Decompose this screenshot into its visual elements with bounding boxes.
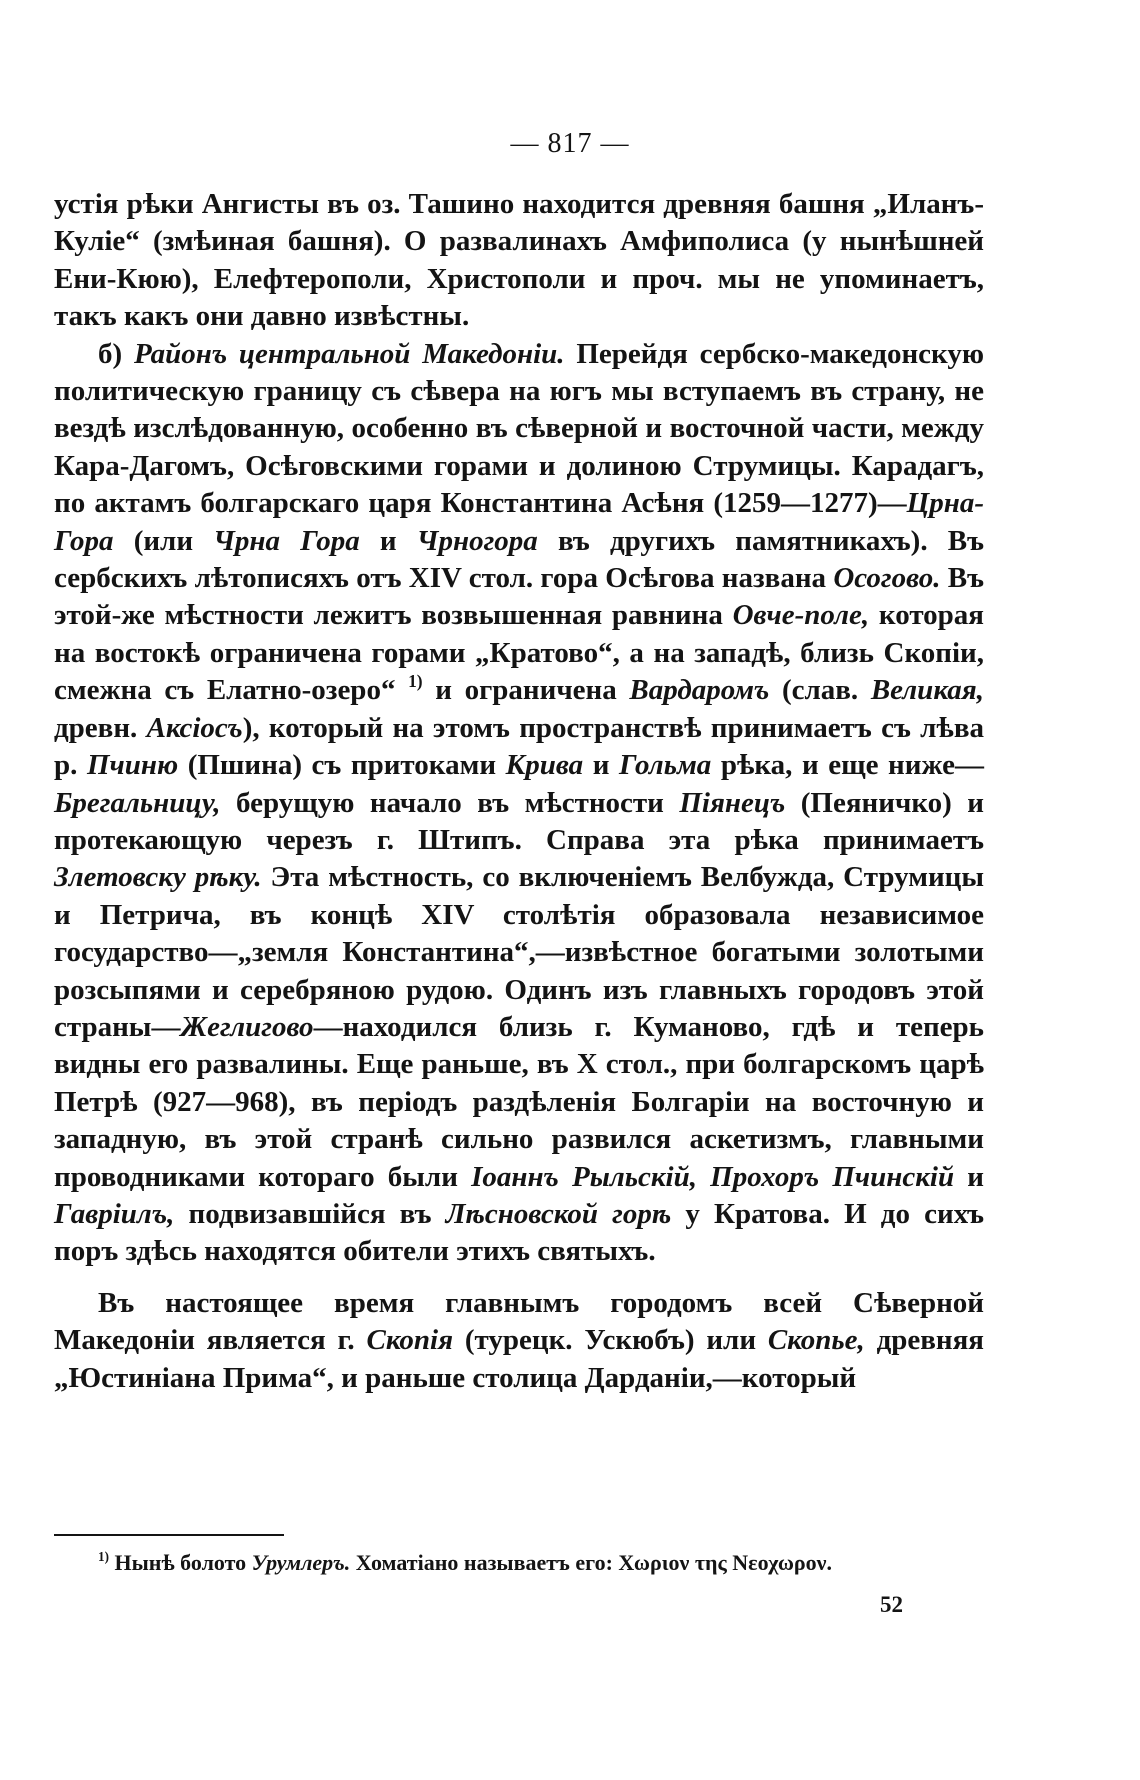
italic-term: Чрногора: [416, 524, 538, 557]
paragraph-1: [54, 186, 984, 336]
italic-term: Аксіосъ: [146, 711, 243, 744]
italic-term: Гольма: [619, 749, 712, 782]
text-run: Въ настоящее время главнымъ городомъ всей Сѣверной Македоніи является г.: [54, 1286, 984, 1357]
footnote-ref: 1): [408, 671, 423, 692]
italic-term: Великая,: [870, 674, 984, 707]
italic-term: Жеглигово: [180, 1010, 314, 1043]
page-header: — 817 —: [510, 128, 630, 159]
italic-term: Брегальницу,: [54, 786, 221, 819]
footnote-marker: 1): [98, 1548, 109, 1564]
text-run: у Кратова. И до сихъ поръ здѣсь находятся обители этихъ святыхъ.: [54, 1197, 984, 1268]
italic-term: Гавріилъ,: [54, 1197, 175, 1230]
text-run: Перейдя сербско-македонскую политическую границу съ сѣвера на югъ мы вступаемъ въ страну, не вездѣ изслѣдованную, особенно въ сѣверной и восточной части, между Кара-Дагомъ, Осѣговскими горами и долиною Струмицы. Карадагъ, по актамъ болгарскаго царя Константина Асѣня (1259—1277)—: [54, 337, 984, 520]
text-run: Эта мѣстность, со включеніемъ Велбужда, Струмицы и Петрича, въ концѣ XIV столѣтія образовала независимое государство—„земля Константина“,—извѣстное богатыми золотыми розсыпями и серебряною рудою. Одинъ изъ главныхъ городовъ этой страны—: [54, 861, 985, 1043]
italic-term: Іоаннъ Рыльскій,: [471, 1160, 697, 1193]
text-run: (или: [113, 524, 214, 557]
italic-term: Прохоръ Пчинскій: [710, 1160, 955, 1193]
italic-term: Осогово.: [833, 562, 941, 595]
italic-term: Районъ центральной Македоніи.: [133, 337, 565, 370]
text-run: и: [359, 524, 417, 557]
paragraph-2: [54, 336, 984, 1271]
italic-term: Скопье,: [767, 1324, 865, 1357]
text-run: въ другихъ памятникахъ). Въ сербскихъ лѣтописяхъ отъ XIV стол. гора Осѣгова названа: [54, 524, 984, 595]
text-run: подвизавшійся въ: [174, 1197, 446, 1230]
italic-term: Овче-поле,: [732, 599, 870, 632]
footnote-divider: [54, 1534, 284, 1536]
text-run: и: [954, 1160, 984, 1193]
main-text: [54, 186, 984, 1397]
text-run: б): [98, 337, 134, 370]
italic-term: Скопія: [366, 1324, 454, 1357]
text-run: —находился близь г. Куманово, гдѣ и теперь видны его развалины. Еще раньше, въ X стол., при болгарскомъ царѣ Петрѣ (927—968), въ періодъ раздѣленія Болгаріи на восточную и западную, въ этой странѣ сильно развился аскетизмъ, главными проводниками котораго были: [54, 1010, 984, 1193]
italic-term: Злетовску рѣку.: [54, 861, 262, 894]
text-run: древн.: [54, 711, 147, 744]
signature-mark: 52: [880, 1592, 903, 1617]
text-run: рѣка, и еще ниже—: [711, 749, 984, 782]
text-run: которая на востокѣ ограничена горами „Кратово“, а на западѣ, близь Скопіи, смежна съ Елатно-озеро“: [54, 599, 984, 707]
text-run: устія рѣки Ангисты въ оз. Ташино находится древняя башня „Иланъ-Куліе“ (змѣиная башня). О развалинахъ Амфиполиса (у нынѣшней Ени-Кюю), Елефтерополи, Христополи и проч. мы не упоминаетъ, такъ какъ они давно извѣстны.: [54, 188, 984, 333]
text-run: Въ этой-же мѣстности лежитъ возвышенная равнина: [54, 562, 984, 632]
text-run: и ограничена: [422, 674, 630, 707]
text-run: Хоматіано называетъ его: Χωριον της Νεοχωρον.: [350, 1550, 833, 1575]
text-run: Нынѣ болото: [109, 1550, 252, 1575]
italic-term: Пчиню: [86, 749, 179, 782]
italic-term: Црна-Гора: [54, 487, 984, 557]
italic-term: Чрна Гора: [213, 524, 360, 557]
text-run: (Пшина) съ притоками: [178, 749, 506, 782]
italic-term: Урумлеръ.: [251, 1550, 351, 1575]
text-run: и: [583, 749, 620, 782]
text-run: [697, 1161, 710, 1193]
italic-term: Крива: [505, 749, 584, 782]
text-run: (турецк. Ускюбъ) или: [453, 1324, 768, 1357]
text-run: берущую начало въ мѣстности: [220, 786, 680, 819]
italic-term: Піянецъ: [679, 786, 786, 819]
text-run: (Пеяничко) и протекающую черезъ г. Штипъ. Справа эта рѣка принимаетъ: [54, 786, 984, 856]
footnote-text: [109, 1550, 832, 1575]
text-run: древняя „Юстиніана Прима“, и раньше столица Дарданіи,—который: [54, 1324, 984, 1394]
italic-term: Вардаромъ: [629, 674, 770, 707]
footnote: [54, 1550, 984, 1576]
paragraph-3: [54, 1285, 984, 1397]
text-run: ), который на этомъ пространствѣ принимаетъ съ лѣва р.: [54, 711, 984, 782]
italic-term: Лѣсновской горѣ: [445, 1197, 672, 1230]
text-run: (слав.: [769, 674, 871, 707]
